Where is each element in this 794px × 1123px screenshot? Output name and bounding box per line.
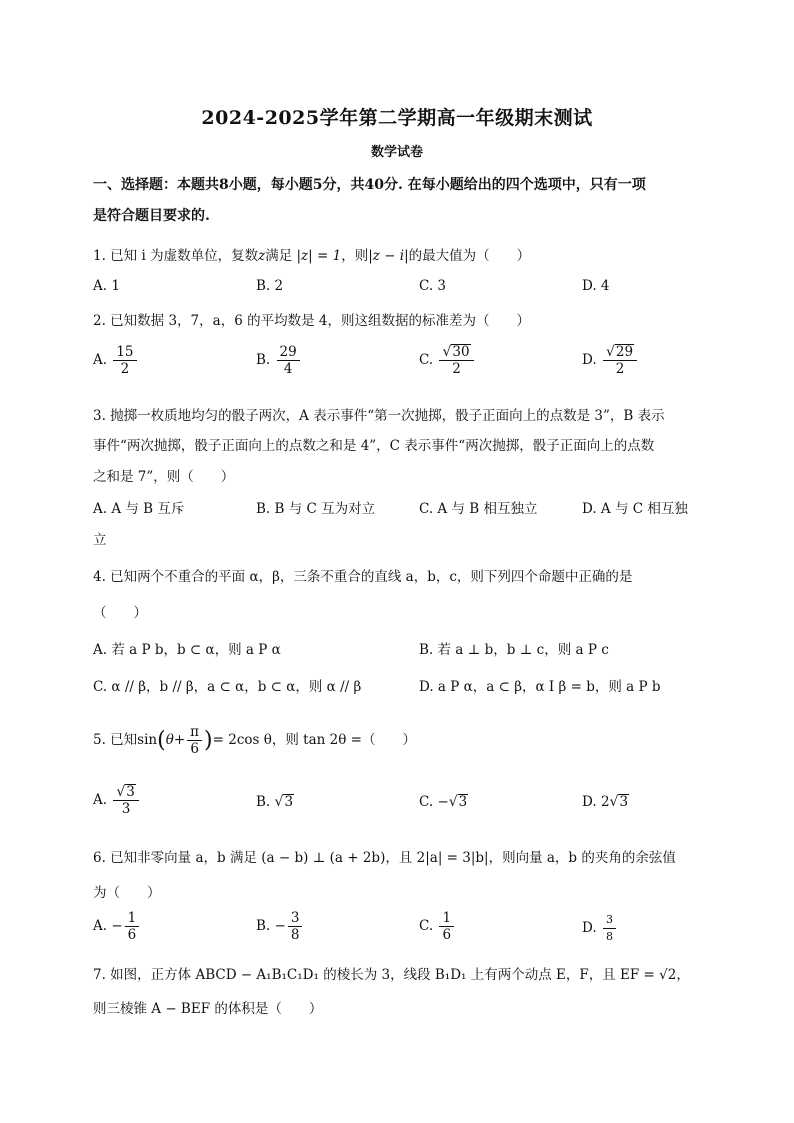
q2-option-d-label: D. — [582, 352, 597, 368]
q4-option-a: A. 若 a P b，b ⊂ α，则 a P α — [93, 642, 281, 658]
q5-prefix: 5. 已知 — [93, 732, 138, 748]
question-5: 5. 已知sin(θ+ $\frac{\pi}{6}$ )= 2cos θ，则 tan 2θ =（ ） — [93, 724, 416, 757]
q5-option-d: D. 2√3 — [582, 794, 629, 810]
q5-option-a-label: A. — [93, 792, 108, 808]
q6-option-c — [419, 910, 456, 943]
exam-title: 2024-2025学年第二学期高一年级期末测试 — [201, 107, 593, 129]
q2-option-a-label: A. — [93, 352, 108, 368]
q2-option-a-fraction — [113, 344, 136, 377]
section-heading-line1: 一、选择题：本题共8小题，每小题5分，共40分. 在每小题给出的四个选项中，只有一项 — [93, 177, 646, 193]
question-7-line2: 则三棱锥 A − BEF 的体积是（ ） — [93, 1001, 323, 1017]
question-6-line1: 6. 已知非零向量 a，b 满足 (a − b) ⊥ (a + 2b)，且 2|a| = 3|b|，则向量 a，b 的夹角的余弦值 — [93, 850, 676, 866]
q2-a-num: 15 — [113, 344, 136, 361]
q1-text-d: 的最大值为（ ） — [408, 248, 531, 264]
q1-text-a: 1. 已知 i 为虚数单位，复数 — [93, 248, 259, 264]
q1-option-a: A. 1 — [93, 278, 120, 294]
q3-option-a: A. A 与 B 互斥 — [93, 501, 185, 517]
q6-option-d-fraction — [603, 912, 616, 945]
q5-c-radicand: 3 — [458, 794, 468, 810]
q6-b-den: 8 — [290, 927, 300, 943]
q2-d-den: 2 — [615, 361, 625, 377]
q5-option-b: B. √3 — [256, 794, 294, 810]
question-4-line1: 4. 已知两个不重合的平面 α，β，三条不重合的直线 a，b，c，则下列四个命题中正确的是 — [93, 569, 633, 585]
q2-option-c-fraction — [439, 344, 473, 377]
q6-a-num: 1 — [125, 910, 140, 927]
q5-pi-den: 6 — [190, 741, 199, 757]
q2-c-radicand: 30 — [452, 344, 470, 360]
q6-d-num: 3 — [603, 912, 616, 929]
q3-option-d: D. A 与 C 相互独 — [582, 501, 688, 517]
q5-a-num: √3 — [113, 784, 139, 801]
q1-option-c: C. 3 — [419, 278, 447, 294]
q4-option-d: D. a P α，a ⊂ β，α I β = b，则 a P b — [419, 679, 661, 695]
q1-text-b: 满足 — [265, 248, 293, 264]
q5-option-c: C. −√3 — [419, 794, 468, 810]
q1-condition: |z| = 1 — [296, 248, 342, 264]
q5-plus: + — [173, 732, 186, 748]
exam-subtitle: 数学试卷 — [370, 145, 423, 160]
q6-a-sign: − — [111, 918, 123, 934]
q2-option-b-fraction — [277, 344, 300, 377]
q5-option-d-label: D. — [582, 794, 597, 810]
q6-option-c-label: C. — [419, 918, 434, 934]
q6-b-num: 3 — [288, 910, 303, 927]
q6-option-c-fraction — [439, 910, 454, 943]
question-6-line2: 为（ ） — [93, 885, 161, 901]
question-7-line1: 7. 如图，正方体 ABCD − A₁B₁C₁D₁ 的棱长为 3，线段 B₁D₁ 上有两个动点 E，F，且 EF = √2， — [93, 967, 690, 983]
q1-var-z: z — [258, 248, 266, 264]
q3-option-b: B. B 与 C 互为对立 — [256, 501, 376, 517]
section-heading-line2: 是符合题目要求的. — [93, 208, 210, 224]
q2-c-den: 2 — [452, 361, 461, 377]
q5-d-coef: 2 — [600, 794, 610, 810]
q5-pi-fraction — [187, 724, 202, 757]
q1-expression: |z − i| — [368, 248, 409, 264]
q6-option-d-label: D. — [582, 920, 597, 936]
q5-a-den: 3 — [121, 801, 131, 817]
q2-option-c — [419, 344, 476, 377]
q6-option-d — [582, 912, 618, 945]
q6-d-den: 8 — [605, 930, 613, 943]
q3-option-c: C. A 与 B 相互独立 — [419, 501, 538, 517]
q4-option-b: B. 若 a ⊥ b，b ⊥ c，则 a P c — [419, 642, 609, 658]
q5-option-b-label: B. — [256, 794, 271, 810]
question-2: 2. 已知数据 3，7，a，6 的平均数是 4，则这组数据的标准差为（ ） — [93, 313, 530, 329]
q6-option-a-fraction — [125, 910, 140, 943]
q6-c-num: 1 — [439, 910, 454, 927]
q2-option-d-fraction — [603, 344, 637, 377]
q2-option-d — [582, 344, 639, 377]
q5-option-c-label: C. — [419, 794, 434, 810]
q2-option-c-label: C. — [419, 352, 434, 368]
question-1 — [93, 244, 530, 264]
q2-b-den: 4 — [283, 361, 293, 377]
q5-c-sign: − — [437, 794, 449, 810]
q1-text-c: ，则 — [341, 248, 369, 264]
q5-rhs: = 2cos θ，则 tan 2θ =（ ） — [212, 732, 416, 748]
q6-option-a — [93, 910, 141, 943]
q6-b-sign: − — [274, 918, 286, 934]
question-3-line1: 3. 抛掷一枚质地均匀的骰子两次，A 表示事件“第一次抛掷，骰子正面向上的点数是 3”，B 表示 — [93, 408, 665, 424]
q3-option-d-wrap: 立 — [93, 532, 107, 548]
q2-b-num: 29 — [277, 344, 300, 361]
q5-a-radicand: 3 — [126, 784, 135, 800]
q5-pi-num: π — [187, 724, 202, 741]
q2-d-radicand: 29 — [615, 344, 634, 360]
q5-d-radicand: 3 — [619, 794, 629, 810]
q6-option-b-label: B. — [256, 918, 271, 934]
q5-option-a-fraction — [113, 784, 139, 817]
q6-option-a-label: A. — [93, 918, 108, 934]
q6-option-b-fraction — [288, 910, 303, 943]
q6-a-den: 6 — [127, 927, 137, 943]
q2-option-a — [93, 344, 139, 377]
q1-option-d: D. 4 — [582, 278, 610, 294]
question-4-line2: （ ） — [93, 605, 147, 621]
q1-option-b: B. 2 — [256, 278, 284, 294]
q5-theta: θ — [165, 732, 174, 748]
question-3-line3: 之和是 7”，则（ ） — [93, 469, 235, 485]
q4-option-c: C. α // β，b // β，a ⊂ α，b ⊂ α，则 α // β — [93, 679, 362, 695]
q2-c-num: √30 — [439, 344, 473, 361]
q5-b-radicand: 3 — [284, 794, 294, 810]
q2-d-num: √29 — [603, 344, 637, 361]
q6-c-den: 6 — [442, 927, 452, 943]
q5-sin: sin — [137, 732, 158, 748]
q2-option-b-label: B. — [256, 352, 271, 368]
q2-a-den: 2 — [120, 361, 130, 377]
q2-option-b — [256, 344, 302, 377]
q6-option-b — [256, 910, 304, 943]
question-3-line2: 事件“两次抛掷，骰子正面向上的点数之和是 4”，C 表示事件“两次抛掷，骰子正面向上的点数 — [93, 438, 655, 454]
q5-option-a — [93, 784, 141, 817]
